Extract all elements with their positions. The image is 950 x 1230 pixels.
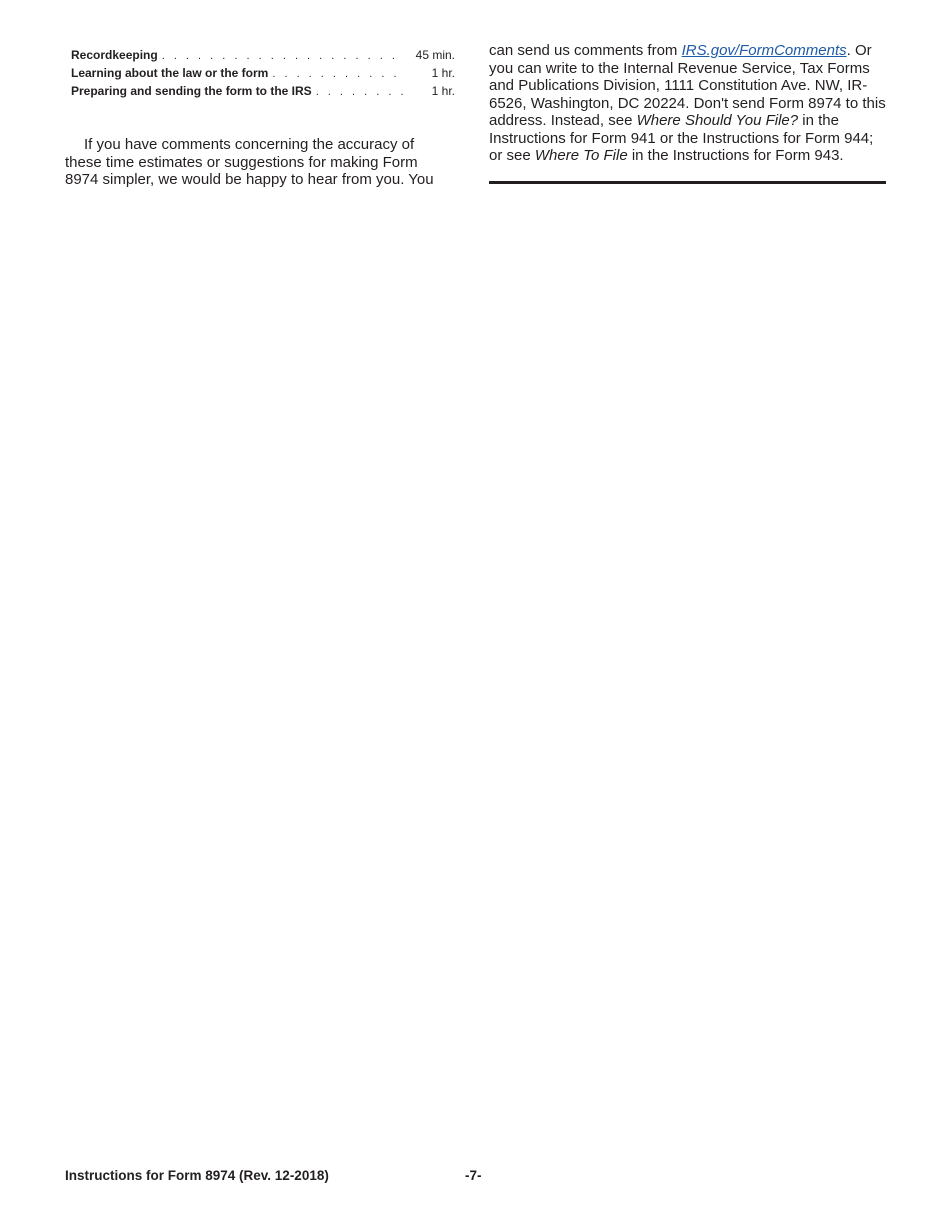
time-row-recordkeeping	[71, 46, 455, 64]
dot-leader	[316, 83, 405, 101]
right-column	[489, 42, 887, 165]
section-end-rule	[489, 181, 886, 184]
time-row-preparing	[71, 82, 455, 100]
time-row-learning	[71, 64, 455, 82]
comments-paragraph: If you have comments concerning the accuracy of these time estimates or suggestions for making Form 8974 simpler, we would be happy to hear from you. You	[65, 136, 434, 188]
page-number: -7-	[465, 1168, 482, 1183]
contact-text: can send us comments from	[489, 42, 682, 59]
footer-title: Instructions for Form 8974 (Rev. 12-2018)	[65, 1168, 329, 1183]
contact-text: in the Instructions for Form 941 or the Instructions for Form 944; or see	[489, 112, 874, 164]
contact-paragraph	[489, 42, 887, 165]
contact-text: . Or you can write to the Internal Revenue Service, Tax Forms and Publications Division, 1111 Constitution Ave. NW, IR-6526, Washington, DC 20224. Don't send Form 8974 to this address. Instead, see	[489, 42, 886, 129]
time-label: Preparing and sending the form to the IRS	[71, 84, 312, 98]
contact-text: in the Instructions for Form 943.	[627, 147, 844, 164]
time-estimates-table	[71, 46, 455, 100]
time-value: 45 min.	[415, 48, 455, 62]
reference-title: Where To File	[534, 147, 628, 164]
left-column	[65, 46, 455, 189]
time-value: 1 hr.	[431, 84, 455, 98]
form-comments-link[interactable]: IRS.gov/FormComments	[681, 42, 847, 59]
dot-leader	[272, 65, 405, 83]
time-label: Recordkeeping	[71, 48, 158, 62]
time-label: Learning about the law or the form	[71, 66, 269, 80]
reference-title: Where Should You File?	[636, 112, 799, 129]
dot-leader	[162, 47, 405, 65]
time-value: 1 hr.	[431, 66, 455, 80]
